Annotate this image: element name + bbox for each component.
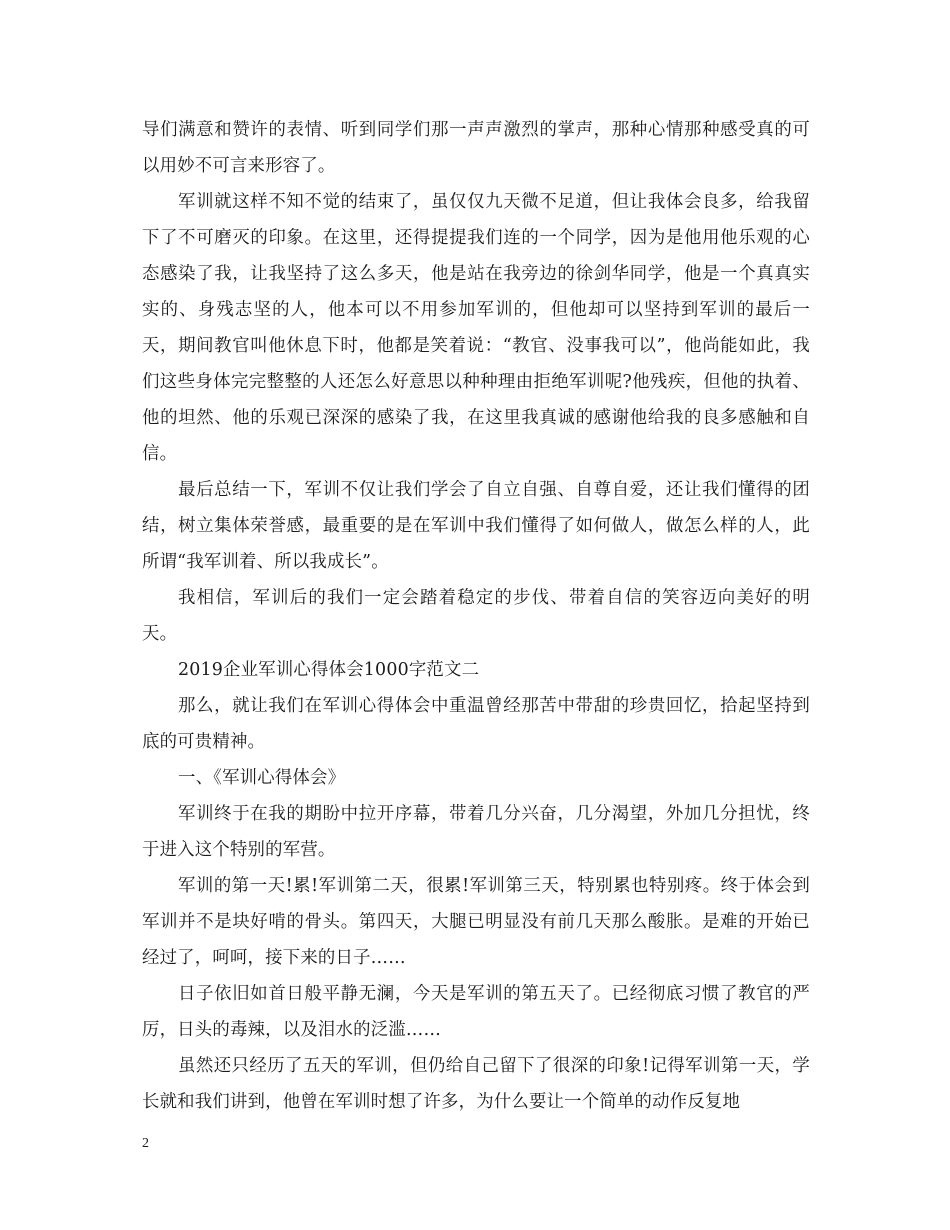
- paragraph-belief: 我相信，军训后的我们一定会踏着稳定的步伐、带着自信的笑容迈向美好的明天。: [142, 588, 810, 644]
- section-heading-one: 一、《军训心得体会》: [178, 768, 346, 788]
- section-title-essay-two: 2019企业军训心得体会1000字范文二: [178, 660, 480, 680]
- paragraph-impression: 虽然还只经历了五天的军训，但仍给自己留下了很深的印象!记得军训第一天，学长就和我们讲到，他曾在军训时想了许多，为什么要让一个简单的动作反复地: [142, 1056, 810, 1112]
- paragraph-fifth-day: 日子依旧如首日般平静无澜，今天是军训的第五天了。已经彻底习惯了教官的严厉，日头的毒辣，以及泪水的泛滥……: [142, 984, 810, 1040]
- paragraph-summary: 最后总结一下，军训不仅让我们学会了自立自强、自尊自爱，还让我们懂得的团结，树立集体荣誉感，最重要的是在军训中我们懂得了如何做人，做怎么样的人，此所谓“我军训着、所以我成长”。: [142, 480, 810, 572]
- paragraph-intro: 那么，就让我们在军训心得体会中重温曾经那苦中带甜的珍贵回忆，拾起坚持到底的可贵精神。: [142, 696, 810, 752]
- paragraph-military-training-ending: 军训就这样不知不觉的结束了，虽仅仅九天微不足道，但让我体会良多，给我留下了不可磨灭的印象。在这里，还得提提我们连的一个同学，因为是他用他乐观的心态感染了我，让我坚持了这么多天，他是站在我旁边的徐剑华同学，他是一个真真实实的、身残志坚的人，他本可以不用参加军训的，但他却可以坚持到军训的最后一天，期间教官叫他休息下时，他都是笑着说：“教官、没事我可以”，他尚能如此，我们这些身体完完整整的人还怎么好意思以种种理由拒绝军训呢?他残疾，但他的执着、他的坦然、他的乐观已深深的感染了我，在这里我真诚的感谢他给我的良多感触和自信。: [142, 192, 810, 464]
- paragraph-opening: 军训终于在我的期盼中拉开序幕，带着几分兴奋，几分渴望，外加几分担忧，终于进入这个特别的军营。: [142, 804, 810, 860]
- paragraph-continuation: 导们满意和赞许的表情、听到同学们那一声声激烈的掌声，那种心情那种感受真的可以用妙不可言来形容了。: [142, 120, 810, 176]
- body-text: [142, 112, 810, 1120]
- paragraph-first-days: 军训的第一天!累!军训第二天，很累!军训第三天，特别累也特别疼。终于体会到军训并不是块好啃的骨头。第四天，大腿已明显没有前几天那么酸胀。是难的开始已经过了，呵呵，接下来的日子……: [142, 876, 810, 968]
- page-number: 2: [142, 1136, 149, 1151]
